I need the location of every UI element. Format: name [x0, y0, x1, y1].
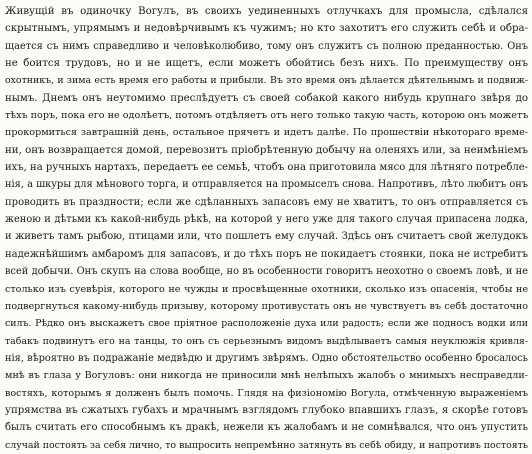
- text-line: ни, онъ возвращается домой, перевозитъ пріобрѣтенную добычу на оленяхъ или, за неимѣніемъ: [5, 144, 528, 156]
- text-line: мнѣ въ глаза у Вогуловъ: они никогда не приносили мнѣ нелѣпыхъ жалобъ о мнимыхъ несправедли-: [5, 370, 528, 382]
- text-line: востяхъ, которымъ я долженъ былъ помочь. Глядя на физіономію Вогула, отмѣченную выраженіемъ: [5, 387, 528, 399]
- text-line: не боится трудовъ, но и не ищетъ, если можетъ обойтись безъ нихъ. По преимуществу онъ: [5, 58, 528, 70]
- text-line: подвергнуться какому-нибудь призыву, которому противустать онъ не чувствуетъ въ себѣ достаточно: [5, 300, 528, 312]
- text-line: скрытнымъ, упрямымъ и недовѣрчивымъ къ чужимъ; но кто захотитъ его служить себѣ и обра-: [5, 23, 528, 35]
- text-line: табакъ подвинутъ его на танцы, то онъ съ серьезнымъ видомъ выдѣлываетъ самыя неуклюжія кривля-: [5, 335, 528, 347]
- text-line: силъ. Рѣдко онъ выскажетъ свое пріятное расположеніе духа или радость; если же подносъ водки или: [5, 318, 528, 330]
- text-line: нія, вѣроятно въ подражаніе медвѣдю и другимъ звѣрямъ. Одно обстоятельство особенно бросалось: [5, 352, 528, 364]
- text-line: и живетъ тамъ рыбою, птицами или, что пошлетъ ему случай. Здѣсь онъ считаетъ свой желудокъ: [5, 231, 528, 243]
- text-line: нымъ. Днемъ онъ неутомимо преслѣдуетъ съ своей собакой какого нибудь крупнаго звѣря до: [5, 92, 528, 104]
- text-line: надежнѣйшимъ амбаромъ для запасовъ, и до тѣхъ поръ не покидаетъ стоянки, пока не истребитъ: [5, 248, 528, 260]
- text-line: упрямства въ сжатыхъ губахъ и мрачнымъ взглядомъ глубоко впавшихъ глазъ, я скорѣе готовъ: [5, 404, 528, 416]
- text-line: былъ считать его способнымъ къ дракѣ, нежели къ жалобамъ и не сомнѣвался, что онъ упустить: [5, 422, 528, 434]
- text-line: щается съ нимъ справедливо и человѣколюбиво, тому онъ служитъ съ полною преданностью. Онъ: [5, 40, 528, 52]
- text-line: женою и дѣтьми къ какой-нибудь рѣкѣ, на которой у него уже для такого случая припасена лодка,: [5, 214, 528, 226]
- text-line: всей добычи. Онъ скупъ на слова вообще, но въ особенности говоритъ неохотно о своемъ ловѣ, и не: [5, 266, 528, 278]
- text-line: нія, а шкуры для мѣнового торга, и отправляется на промыселъ снова. Напротивъ, лѣто любитъ онъ: [5, 179, 528, 191]
- text-line: Живущій въ одиночку Вогулъ, въ своихъ уединенныхъ отлучкахъ для промысла, сдѣлался: [5, 6, 528, 17]
- text-line: прокормиться завтрашній день, остальное прячетъ и идетъ далѣе. По прошествіи нѣкотораго време-: [5, 127, 528, 139]
- text-line: случай постоять за себя лично, то выпросить непремѣнно затянуть въ себѣ обиду, и напротивъ постоять: [5, 439, 528, 451]
- text-line: столько изъ суевѣрія, которого не чужды и просвѣщенные охотники, сколько изъ опасенія, чтобы не: [5, 283, 528, 295]
- text-line: тѣхъ поръ, пока его не одолѣетъ, потомъ отдѣляетъ отъ него только такую часть, которою онъ можетъ: [5, 110, 528, 122]
- text-line: ихъ, на ручныхъ нартахъ, передаетъ ее семьѣ, чтобъ она приготовила мясо для лѣтняго потребле-: [5, 162, 528, 174]
- text-line: проводить въ праздности; если же сдѣланныхъ запасовъ ему не хватитъ, то онъ отправляется съ: [5, 196, 528, 208]
- text-line: охотникъ, и зима есть время его работы и прибыли. Въ это время онъ дѣлается дѣятельнымъ и подвиж-: [5, 75, 528, 87]
